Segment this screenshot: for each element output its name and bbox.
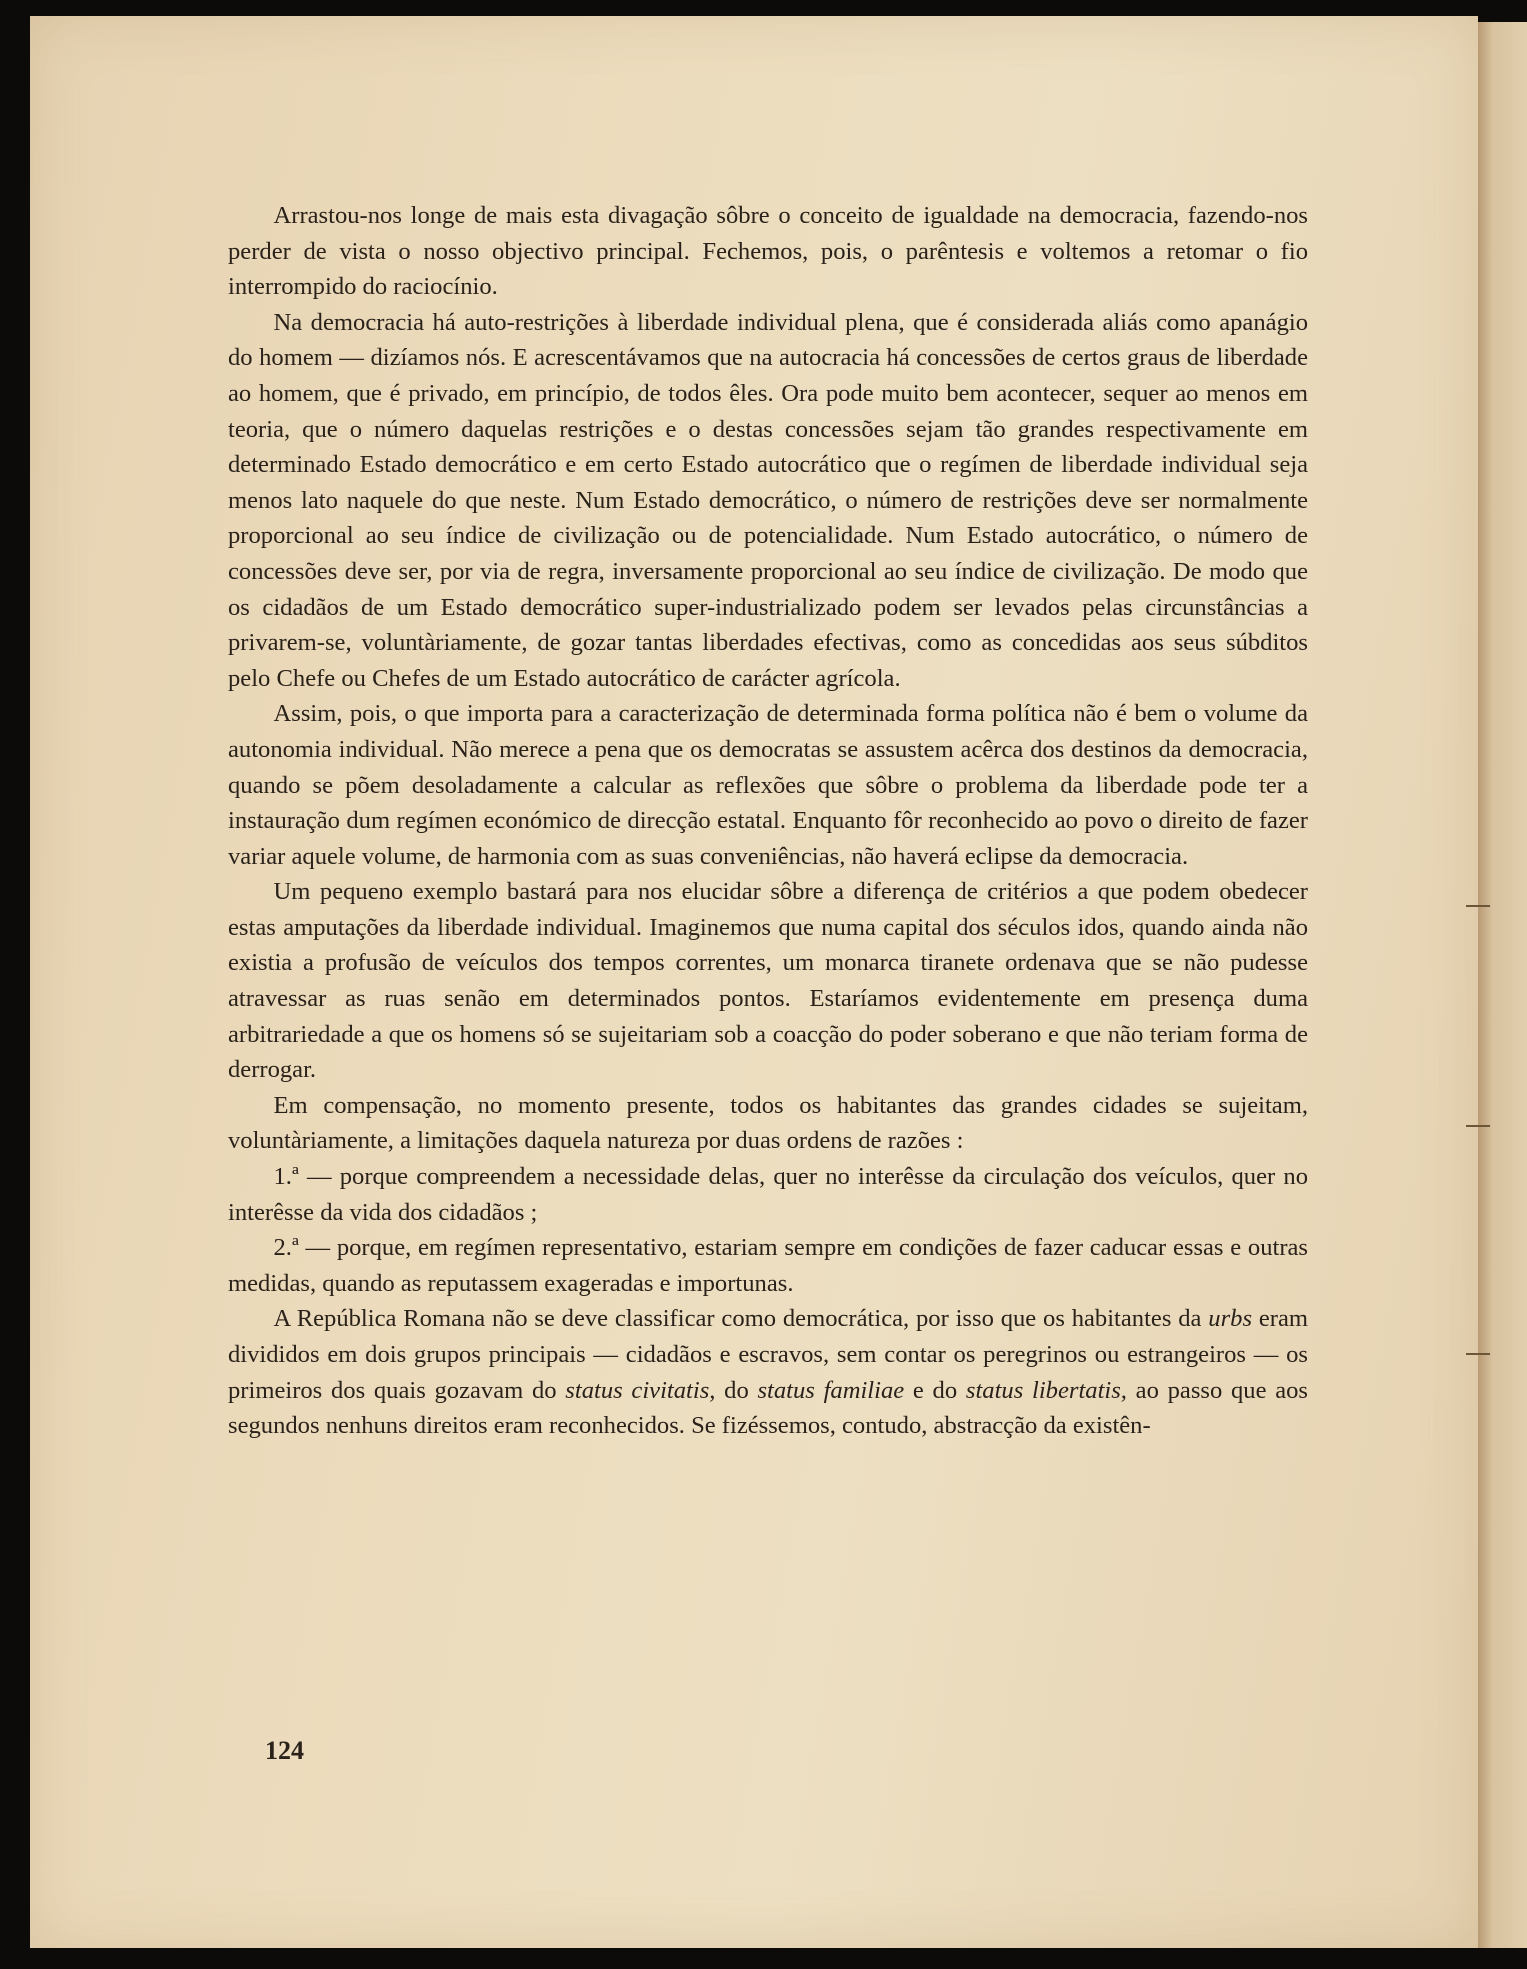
- text-run: A República Romana não se deve classificar como democrática, por isso que os habitantes da: [273, 1305, 1209, 1333]
- latin-term-status-civitatis: status civitatis,: [565, 1376, 716, 1404]
- list-marker: 2.ª: [273, 1234, 299, 1262]
- page-number: 124: [265, 1736, 304, 1765]
- paragraph: Arrastou-nos longe de mais esta divagação sôbre o conceito de igualdade na democracia, fazendo-nos perder de vista o nosso objectivo principal. Fechemos, pois, o parêntesis e voltemos a retomar o fio interrompido do raciocínio.: [228, 202, 1308, 301]
- list-item: [228, 1159, 1308, 1230]
- latin-term-status-libertatis: status libertatis,: [965, 1376, 1127, 1404]
- paragraph: Um pequeno exemplo bastará para nos elucidar sôbre a diferença de critérios a que podem obedecer estas amputações da liberdade individual. Imaginemos que numa capital dos séculos idos, quando ainda não existia a profusão de veículos dos tempos correntes, um monarca tiranete ordenava que se não pudesse atravessar as ruas senão em determinados pontos. Estaríamos evidentemente em presença duma arbitrariedade a que os homens só se sujeitariam sob a coacção do poder soberano e que não teriam forma de derrogar.: [228, 878, 1308, 1084]
- text-run: ao passo que aos segundos nenhuns direitos eram reconhecidos. Se fizéssemos, contudo, abstracção da existên-: [228, 1376, 1308, 1440]
- body-text: [228, 198, 1308, 1444]
- text-run: do: [715, 1376, 758, 1404]
- adjacent-page-edge: [1478, 22, 1527, 1948]
- margin-mark: [1466, 905, 1490, 907]
- paragraph: [228, 1301, 1308, 1443]
- latin-term-status-familiae: status familiae: [757, 1376, 905, 1404]
- list-item-text: — porque, em regímen representativo, estariam sempre em condições de fazer caducar essas e outras medidas, quando as reputassem exageradas e importunas.: [228, 1234, 1308, 1297]
- paragraph: Em compensação, no momento presente, todos os habitantes das grandes cidades se sujeitam, voluntàriamente, a limitações daquela natureza por duas ordens de razões :: [228, 1091, 1308, 1155]
- list-item-text: — porque compreendem a necessidade delas, quer no interêsse da circulação dos veículos, quer no interêsse da vida dos cidadãos ;: [228, 1163, 1308, 1226]
- margin-mark: [1466, 1353, 1490, 1355]
- latin-term-urbs: urbs: [1208, 1305, 1253, 1333]
- paragraph: Assim, pois, o que importa para a caracterização de determinada forma política não é bem o volume da autonomia individual. Não merece a pena que os democratas se assustem acêrca dos destinos da democracia, quando se põem desoladamente a calcular as reflexões que sôbre o problema da liberdade pode ter a instauração dum regímen económico de direcção estatal. Enquanto fôr reconhecido ao povo o direito de fazer variar aquele volume, de harmonia com as suas conveniências, não haverá eclipse da democracia.: [228, 700, 1308, 870]
- list-item: [228, 1230, 1308, 1301]
- list-marker: 1.ª: [273, 1163, 299, 1191]
- text-run: e do: [904, 1376, 966, 1404]
- paragraph: Na democracia há auto-restrições à liberdade individual plena, que é considerada aliás como apanágio do homem — dizíamos nós. E acrescentávamos que na autocracia há concessões de certos graus de liberdade ao homem, que é privado, em princípio, de todos êles. Ora pode muito bem acontecer, sequer ao menos em teoria, que o número daquelas restrições e o destas concessões sejam tão grandes respectivamente em determinado Estado democrático e em certo Estado autocrático que o regímen de liberdade individual seja menos lato naquele do que neste. Num Estado democrático, o número de restrições deve ser normalmente proporcional ao seu índice de civilização ou de potencialidade. Num Estado autocrático, o número de concessões deve ser, por via de regra, inversamente proporcional ao seu índice de civilização. De modo que os cidadãos de um Estado democrático super-industrializado podem ser levados pelas circunstâncias a privarem-se, voluntàriamente, de gozar tantas liberdades efectivas, como as concedidas aos seus súbditos pelo Chefe ou Chefes de um Estado autocrático de carácter agrícola.: [228, 308, 1308, 692]
- margin-mark: [1466, 1125, 1490, 1127]
- text-run: eram divididos em dois grupos principais — cidadãos e escravos, sem contar os peregrinos ou estrangeiros — os primeiros dos quais gozavam do: [228, 1305, 1309, 1404]
